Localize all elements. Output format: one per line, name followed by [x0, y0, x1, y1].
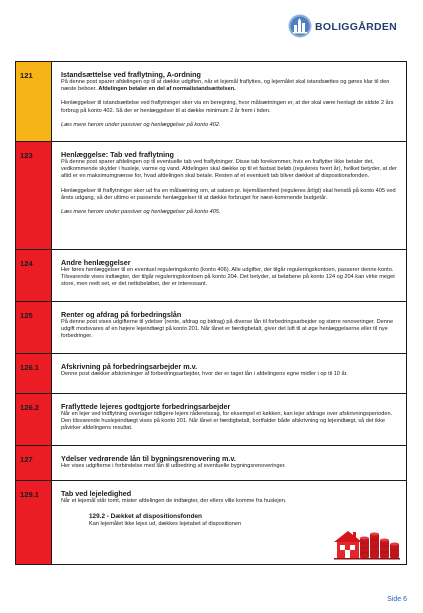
row-content — [52, 302, 406, 353]
row-paragraph: Her vises udgifterne i forbindelse med lån til udbedring af eventuelle bygningsrenoveringer. — [61, 463, 286, 469]
row-title: Fraflyttede lejeres godtgjorte forbedringsarbejder — [61, 402, 231, 411]
row-paragraph: Her føres henlæggelser til en eventuel reguleringskonto (konto 406). Alle udgifter, der tilgår reguleringskontoen, passerer denne konto. Tilsvarende vises indtægter, der tilgår reguleringskontoen på konto 204. Det betyder, at beløbene på konto 124 og 204 kan virke meget store, men reelt set, er det nettobeløbet, der er interessant. — [61, 267, 395, 288]
row-content — [52, 142, 406, 249]
table-row — [15, 394, 407, 446]
row-content — [52, 394, 406, 445]
row-title: Istandsættelse ved fraflytning, A-ordning — [61, 70, 201, 79]
page-number: Side 6 — [387, 596, 407, 603]
row-paragraph: Henlæggelser til istandsættelse ved fraflytninger sker via en beregning, hvor målsætningen er, at der skal være henlagt de sidste 2 års forbrug på konto 402. Så der er henlæggelser til at dække minimum 2 år frem i tiden. — [61, 100, 394, 114]
account-code: 125 — [16, 302, 52, 353]
row-title: Henlæggelse: Tab ved fraflytning — [61, 150, 174, 159]
account-code: 129.1 — [16, 481, 52, 564]
account-code: 123 — [16, 142, 52, 249]
brand-logo — [288, 14, 397, 38]
row-paragraph: Denne post dækker afskrivninger af forbedringsarbejder, hvor der er taget lån i afdelingens egne midler i op til 10 år. — [61, 371, 348, 377]
account-code: 124 — [16, 250, 52, 301]
row-paragraph: På denne post vises udgifterne til ydelser (rente, afdrag og bidrag) på diverse lån til forbedringsarbejder og større renoveringer. Denne udgift modsvares af en højere lejeindtægt på konto 201. Når lånet er færdigbetalt, giver det luft til at øge henlæggelserne eller til nye forbedringer. — [61, 319, 394, 340]
table-row — [15, 354, 407, 394]
row-paragraph: Når et lejemål står tomt, mister afdelingen de indtægter, der ellers ville komme fra huslejen. — [61, 498, 287, 504]
brand-name: BOLIGGÅRDEN — [315, 21, 398, 33]
row-content — [52, 354, 406, 393]
row-paragraph: Henlæggelser til fraflytninger sker ud fra en målsætning om, at satsen pr. lejemålsenhed (reguleres årligt) skal henstå på konto 405 ved årets udgang, så der ultimo er passende henlæggelser til at dække forbruget for næst-kommende budgetår. — [61, 187, 396, 201]
table-row — [15, 250, 407, 302]
table-row — [15, 62, 407, 142]
table-row — [15, 142, 407, 250]
table-row — [15, 446, 407, 481]
budget-account-table — [15, 61, 407, 565]
row-title: Afskrivning på forbedringsarbejder m.v. — [61, 362, 198, 371]
table-row — [15, 302, 407, 354]
row-title: Tab ved lejeledighed — [61, 489, 132, 498]
sub-entry-text: Kan lejemålet ikke lejes ud, dækkes lejetabet af dispositionen — [89, 521, 242, 528]
row-content — [52, 250, 406, 301]
row-title: Ydelser vedrørende lån til bygningsrenovering m.v. — [61, 454, 236, 463]
row-reference: Læs mere herom under passiver og henlæggelser på konto 402. — [61, 121, 221, 128]
row-paragraph-emphasis: Afdelingen betaler en del af normalistandsættelsen. — [98, 86, 236, 93]
boliggaarden-logo-icon — [288, 14, 312, 38]
row-title: Renter og afdrag på forbedringslån — [61, 310, 182, 319]
row-content — [52, 481, 406, 564]
row-reference: Læs mere herom under passiver og henlæggelser på konto 405. — [61, 209, 221, 216]
row-paragraph: Når en lejer ved indflytning overtager tidligere lejers råderetssag, for eksempel et køkken, kan lejer afdrage over afskrivningsperioden. Den tilsvarende huslejeindtægt vises på konto 201. Når lånet er færdigbetalt, bortfalder både afskrivning og lejeindtægt, så det ikke påvirker afdelingens resultat. — [61, 411, 393, 432]
house-coins-icon — [334, 526, 400, 560]
account-code: 121 — [16, 62, 52, 141]
sub-entry-title: 129.2 - Dækket af dispositionsfonden — [89, 513, 202, 521]
row-paragraph: På denne post sparer afdelingen op til at dække udgiften, når et lejemål fraflyttes, og lejemålet skal istandsættes og gøres klar til den næste beboer. Afdelingen betaler en del af normalistandsættelsen. — [61, 79, 390, 93]
row-title: Andre henlæggelser — [61, 258, 131, 267]
row-content — [52, 62, 406, 141]
row-content — [52, 446, 406, 480]
account-code: 126.2 — [16, 394, 52, 445]
account-code: 127 — [16, 446, 52, 480]
table-row — [15, 481, 407, 565]
account-code: 126.1 — [16, 354, 52, 393]
row-paragraph: På denne post sparer afdelingen op til eventuelle tab ved fraflytninger. Disse tab forekommer, hvis en fraflytter ikke betaler det, vedkommende skylder i husleje, varme og vand. Afdelingen skal dække op til et fastsat beløb (reguleres hvert år), hvilket betyder, at der altid er en maksimumgrænse for, hvad afdelingen skal betale. Resten af et eventuelt tab bliver dækket af dispositionsfonden. — [61, 159, 397, 180]
